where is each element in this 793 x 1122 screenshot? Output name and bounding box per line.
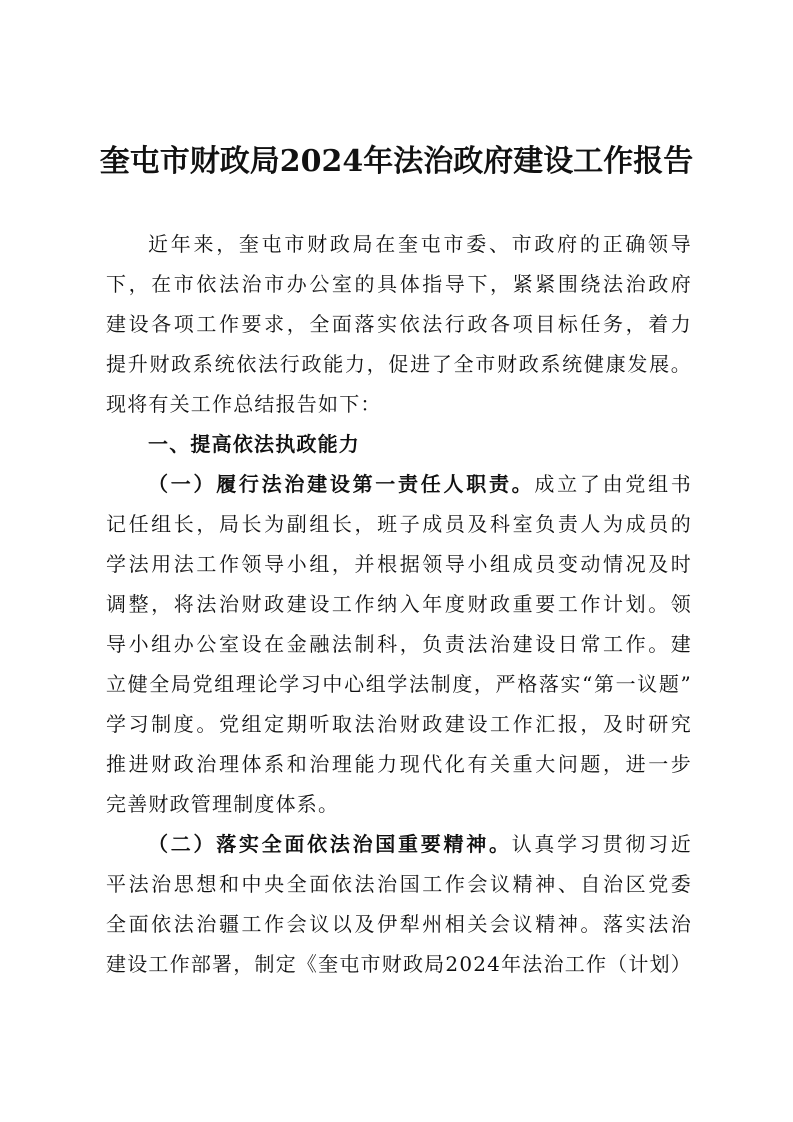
sub1-first-line	[106, 464, 692, 504]
sub1-line: 推进财政治理体系和治理能力现代化有关重大问题，进一步	[106, 752, 692, 776]
sub1-line: 学习制度。党组定期听取法治财政建设工作汇报，及时研究	[106, 712, 692, 736]
section-heading: 一、提高依法执政能力	[148, 432, 360, 456]
intro-line: 近年来，奎屯市财政局在奎屯市委、市政府的正确领导	[148, 232, 692, 256]
sub1-line: 立健全局党组理论学习中心组学法制度，严格落实“第一议题”	[106, 672, 692, 696]
document-body	[106, 224, 692, 984]
intro-line: 建设各项工作要求，全面落实依法行政各项目标任务，着力	[106, 312, 692, 336]
intro-line: 提升财政系统依法行政能力，促进了全市财政系统健康发展。	[106, 352, 692, 376]
sub2-first-line	[106, 824, 692, 864]
sub1-line: 记任组长，局长为副组长，班子成员及科室负责人为成员的	[106, 512, 692, 536]
sub2-lead: （二）落实全面依法治国重要精神。	[148, 832, 512, 856]
intro-line: 下，在市依法治市办公室的具体指导下，紧紧围绕法治政府	[106, 272, 692, 296]
sub1-line: 导小组办公室设在金融法制科，负责法治建设日常工作。建	[106, 632, 692, 656]
intro-line: 现将有关工作总结报告如下：	[106, 392, 382, 416]
sub1-line: 完善财政管理制度体系。	[106, 792, 340, 816]
sub1-line: 调整，将法治财政建设工作纳入年度财政重要工作计划。领	[106, 592, 692, 616]
sub1-line: 学法用法工作领导小组，并根据领导小组成员变动情况及时	[106, 552, 692, 576]
sub2-line: 平法治思想和中央全面依法治国工作会议精神、自治区党委	[106, 872, 692, 896]
sub2-line: 建设工作部署，制定《奎屯市财政局2024年法治工作（计划）	[106, 952, 692, 976]
sub2-first-rest: 认真学习贯彻习近	[511, 832, 692, 856]
sub2-line: 全面依法治疆工作会议以及伊犁州相关会议精神。落实法治	[106, 912, 692, 936]
document-title: 奎屯市财政局2024年法治政府建设工作报告	[99, 144, 694, 179]
sub1-lead: （一）履行法治建设第一责任人职责。	[148, 472, 535, 496]
sub1-first-rest: 成立了由党组书	[534, 472, 692, 496]
